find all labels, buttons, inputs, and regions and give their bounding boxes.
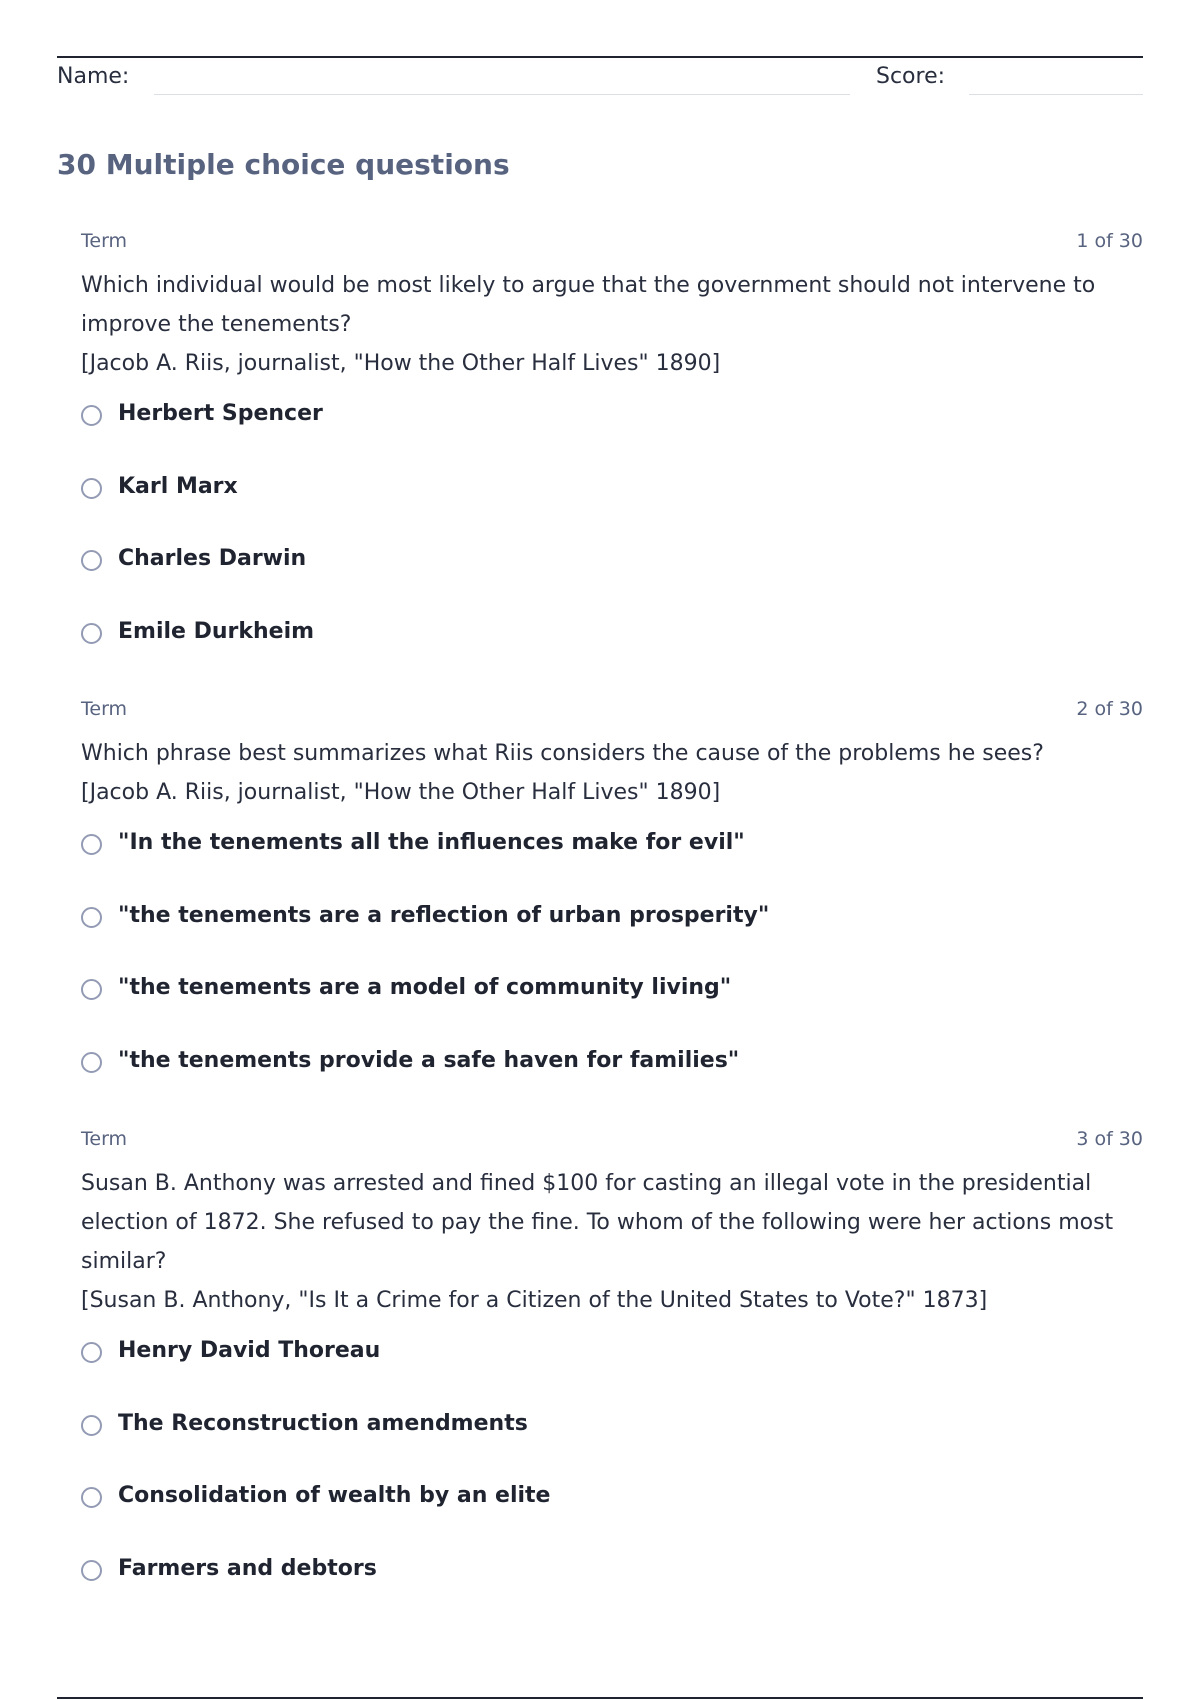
name-label: Name: (57, 64, 130, 89)
option[interactable] (81, 1556, 1143, 1629)
radio-circle-icon[interactable] (81, 1415, 102, 1436)
radio-circle-icon[interactable] (81, 550, 102, 571)
bottom-rule (57, 1697, 1143, 1699)
options-list (81, 401, 1143, 691)
radio-circle-icon[interactable] (81, 907, 102, 928)
option-label: Emile Durkheim (118, 618, 315, 644)
option[interactable] (81, 1483, 1143, 1556)
radio-circle-icon[interactable] (81, 623, 102, 644)
question-counter: 3 of 30 (1076, 1128, 1143, 1150)
question-source: [Jacob A. Riis, journalist, "How the Other Half Lives" 1890] (81, 780, 721, 805)
question-text: Which individual would be most likely to argue that the government should not intervene to improve the tenements? (81, 273, 1096, 337)
option-label: "the tenements provide a safe haven for families" (118, 1047, 740, 1073)
question-text: Susan B. Anthony was arrested and fined $100 for casting an illegal vote in the presidential election of 1872. She refused to pay the fine. To whom of the following were her actions most similar? (81, 1171, 1114, 1274)
question-2 (81, 698, 1143, 1120)
question-source: [Susan B. Anthony, "Is It a Crime for a Citizen of the United States to Vote?" 1873] (81, 1288, 988, 1313)
option[interactable] (81, 1048, 1143, 1121)
options-list (81, 830, 1143, 1120)
option[interactable] (81, 401, 1143, 474)
radio-circle-icon[interactable] (81, 979, 102, 1000)
radio-circle-icon[interactable] (81, 405, 102, 426)
option-label: "the tenements are a model of community living" (118, 975, 732, 1000)
section-title: 30 Multiple choice questions (57, 148, 510, 181)
option[interactable] (81, 474, 1143, 547)
radio-circle-icon[interactable] (81, 478, 102, 499)
option[interactable] (81, 830, 1143, 903)
radio-circle-icon[interactable] (81, 1052, 102, 1073)
option[interactable] (81, 1338, 1143, 1411)
option-label: The Reconstruction amendments (118, 1410, 528, 1436)
option[interactable] (81, 975, 1143, 1048)
term-label: Term (81, 698, 128, 720)
option-label: Henry David Thoreau (118, 1338, 381, 1363)
option-label: Karl Marx (118, 473, 238, 499)
option[interactable] (81, 903, 1143, 976)
option[interactable] (81, 1411, 1143, 1484)
question-counter: 2 of 30 (1076, 698, 1143, 720)
question-text: Which phrase best summarizes what Riis considers the cause of the problems he sees? (81, 741, 1044, 766)
radio-circle-icon[interactable] (81, 1342, 102, 1363)
radio-circle-icon[interactable] (81, 1487, 102, 1508)
term-label: Term (81, 1128, 128, 1150)
option-label: Charles Darwin (118, 546, 307, 571)
option[interactable] (81, 546, 1143, 619)
options-list (81, 1338, 1143, 1628)
question-counter: 1 of 30 (1076, 230, 1143, 252)
question-source: [Jacob A. Riis, journalist, "How the Other Half Lives" 1890] (81, 351, 721, 376)
radio-circle-icon[interactable] (81, 1560, 102, 1581)
option[interactable] (81, 619, 1143, 692)
question-3 (81, 1128, 1143, 1628)
score-label: Score: (876, 64, 946, 89)
term-label: Term (81, 230, 128, 252)
radio-circle-icon[interactable] (81, 834, 102, 855)
question-1 (81, 230, 1143, 691)
option-label: Herbert Spencer (118, 401, 323, 426)
name-field[interactable] (154, 94, 850, 95)
option-label: Farmers and debtors (118, 1555, 377, 1581)
option-label: "In the tenements all the influences make for evil" (118, 830, 745, 855)
option-label: "the tenements are a reflection of urban prosperity" (118, 902, 770, 928)
header-row (57, 58, 1143, 98)
option-label: Consolidation of wealth by an elite (118, 1483, 551, 1508)
score-field[interactable] (969, 94, 1143, 95)
